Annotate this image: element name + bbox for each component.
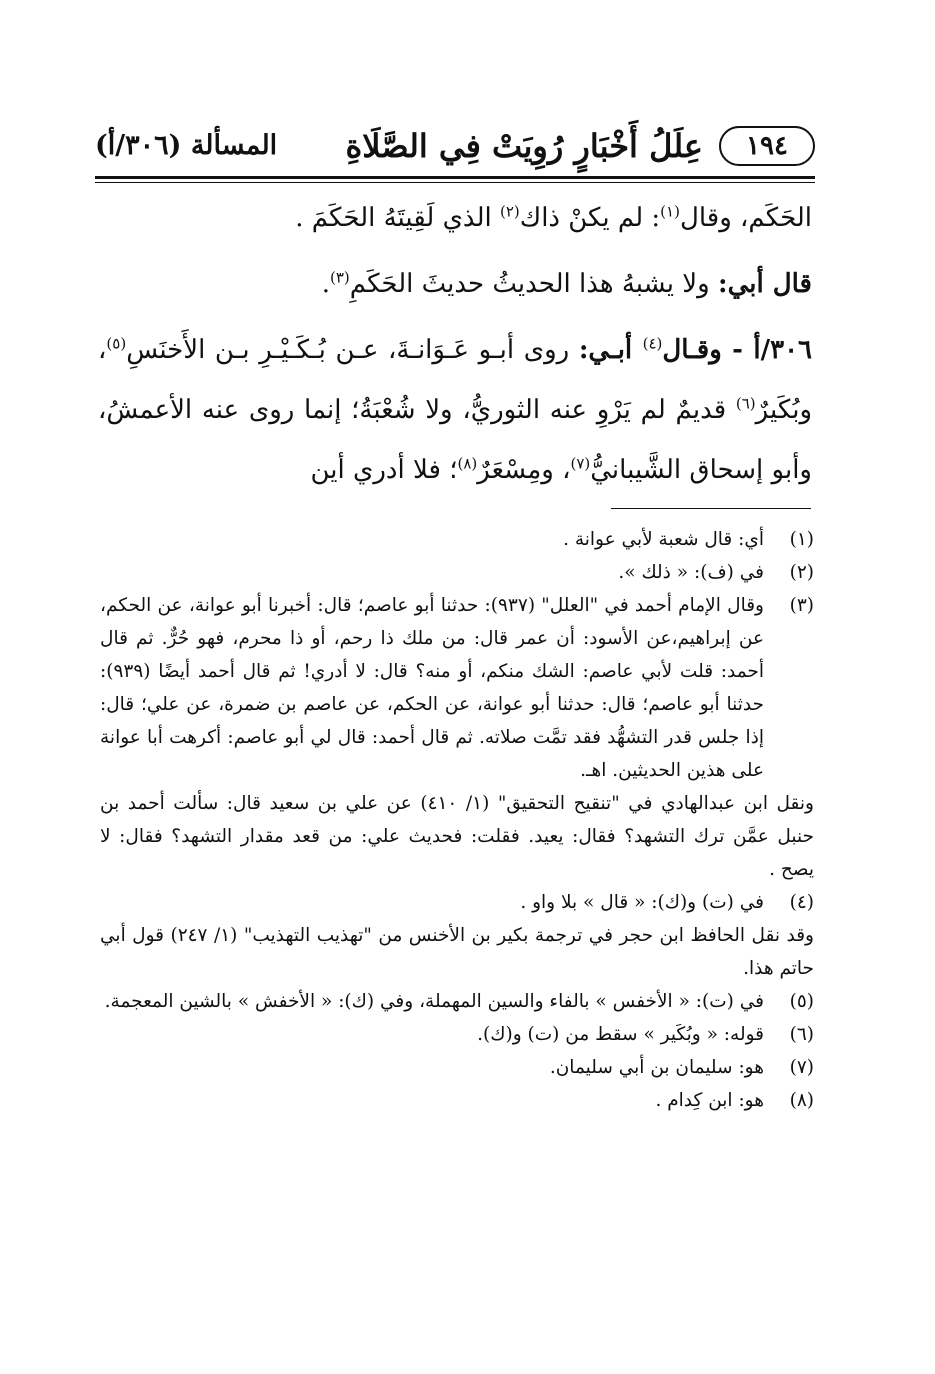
footnote-ref: (٥) xyxy=(106,334,127,353)
text-run: ولا يشبهُ هذا الحديثُ حديثَ الحَكَمِ xyxy=(349,269,718,299)
footnote-text: وقال الإمام أحمد في "العلل" (٩٣٧): حدثنا أبو عاصم؛ قال: أخبرنا أبو عوانة، عن الحكم، عن إبراهيم،عن الأسود: أن عمر قال: من ملك ذا رحم، أو ذا محرم، فهو حُرٌّ. ثم قال أحمد: قلت لأبي عاصم: الشك منكم، أو منه؟ قال: لا أدري! ثم قال أحمد أيضًا (٩٣٩): حدثنا أبو عاصم؛ قال: حدثنا أبو عوانة، عن الحكم، عن عاصم بن ضمرة، عن علي؛ قال: إذا جلس قدر التشهُّد فقد تمَّت صلاته. ثم قال أحمد: قال لي أبو عاصم: أكرهت أبا عوانة على هذين الحديثين. اهـ. xyxy=(100,595,764,781)
text-run: الذي لَقِيتَهُ الحَكَمَ . xyxy=(295,203,500,233)
footnote-text: وقد نقل الحافظ ابن حجر في ترجمة بكير بن الأخنس من "تهذيب التهذيب" (١/ ٢٤٧) قول أبي حاتم هذا. xyxy=(100,925,814,979)
speaker-label: أبـي: xyxy=(578,335,643,365)
footnote-number: (٥) xyxy=(789,991,814,1012)
footnote-number: (٢) xyxy=(789,562,814,583)
paragraph-2 xyxy=(98,254,812,314)
footnote-ref: (٨) xyxy=(457,454,478,473)
footnote-1 xyxy=(100,523,814,556)
footnote-text: ونقل ابن عبدالهادي في "تنقيح التحقيق" (١/ ٤١٠) عن علي بن سعيد قال: سألت أحمد بن حنبل عمَّن ترك التشهد؟ فقال: يعيد. فقلت: فحديث علي: من قعد مقدار التشهد؟ فقال: لا يصح . xyxy=(100,793,814,880)
text-run: روى أبـو عَـوَانـةَ، عـن بُـكَـيْـرِ بـن الأَخنَسِ xyxy=(126,335,579,365)
footnote-ref: (٧) xyxy=(570,454,591,473)
footnote-3-continuation xyxy=(100,787,814,886)
text-run: . xyxy=(321,269,330,299)
text-run: الحَكَم، وقال xyxy=(679,203,812,233)
footnote-number: (٨) xyxy=(789,1090,814,1111)
paragraph-1 xyxy=(98,188,812,248)
speaker-label: قال أبي: xyxy=(717,269,812,299)
footnote-ref: (٣) xyxy=(329,268,350,287)
footnote-number: (٤) xyxy=(789,892,814,913)
footnote-ref: (١) xyxy=(660,202,680,221)
header-rule-thin xyxy=(95,182,815,183)
text-run: قديمٌ لم يَرْوِ عنه الثوريُّ، ولا شُعْبَةُ؛ إنما روى عنه الأعمشُ، وأبو إسحاق الشَّيبانيُّ xyxy=(98,395,812,485)
footnote-number: (٦) xyxy=(789,1024,814,1045)
footnote-separator xyxy=(611,508,811,509)
paragraph-3 xyxy=(98,320,812,500)
footnote-number: (٧) xyxy=(789,1057,814,1078)
book-title: عِلَلُ أَخْبَارٍ رُوِيَتْ فِي الصَّلَاةِ xyxy=(345,127,703,165)
footnote-text: هو: ابن كِدام . xyxy=(655,1090,764,1111)
footnote-5 xyxy=(100,985,814,1018)
text-run: ، وبُكَيرٌ xyxy=(98,335,812,425)
footnote-8 xyxy=(100,1084,814,1117)
text-run: ، ومِسْعَرٌ xyxy=(477,455,571,485)
footnote-text: قوله: « وبُكَير » سقط من (ت) و(ك). xyxy=(477,1024,764,1045)
footnote-4 xyxy=(100,886,814,919)
footnote-4-continuation xyxy=(100,919,814,985)
issue-label: المسألة (٣٠٦/أ) xyxy=(95,130,278,161)
footnote-3 xyxy=(100,589,814,787)
footnote-text: هو: سليمان بن أبي سليمان. xyxy=(549,1057,764,1078)
page-header xyxy=(95,122,815,172)
footnote-text: في (ف): « ذلك ». xyxy=(618,562,764,583)
footnote-text: في (ت): « الأخفس » بالفاء والسين المهملة، وفي (ك): « الأخفش » بالشين المعجمة. xyxy=(104,991,764,1012)
footnote-ref: (٦) xyxy=(735,394,756,413)
footnote-ref: (٢) xyxy=(499,202,520,221)
footnote-ref: (٤) xyxy=(642,334,663,353)
issue-heading: ٣٠٦/أ - وقـال xyxy=(662,335,813,365)
footnote-number: (٣) xyxy=(789,595,814,616)
text-run: ؛ فلا أدري أين xyxy=(310,455,458,485)
page-number: ١٩٤ xyxy=(719,126,815,166)
header-rule-thick xyxy=(95,176,815,179)
footnote-text: أي: قال شعبة لأبي عوانة . xyxy=(563,529,764,550)
footnotes xyxy=(100,523,814,1117)
footnote-2 xyxy=(100,556,814,589)
footnote-6 xyxy=(100,1018,814,1051)
text-run: : لم يكنْ ذاك xyxy=(519,203,661,233)
footnote-7 xyxy=(100,1051,814,1084)
main-text xyxy=(98,188,812,500)
footnote-number: (١) xyxy=(789,529,814,550)
footnote-text: في (ت) و(ك): « قال » بلا واو . xyxy=(520,892,764,913)
